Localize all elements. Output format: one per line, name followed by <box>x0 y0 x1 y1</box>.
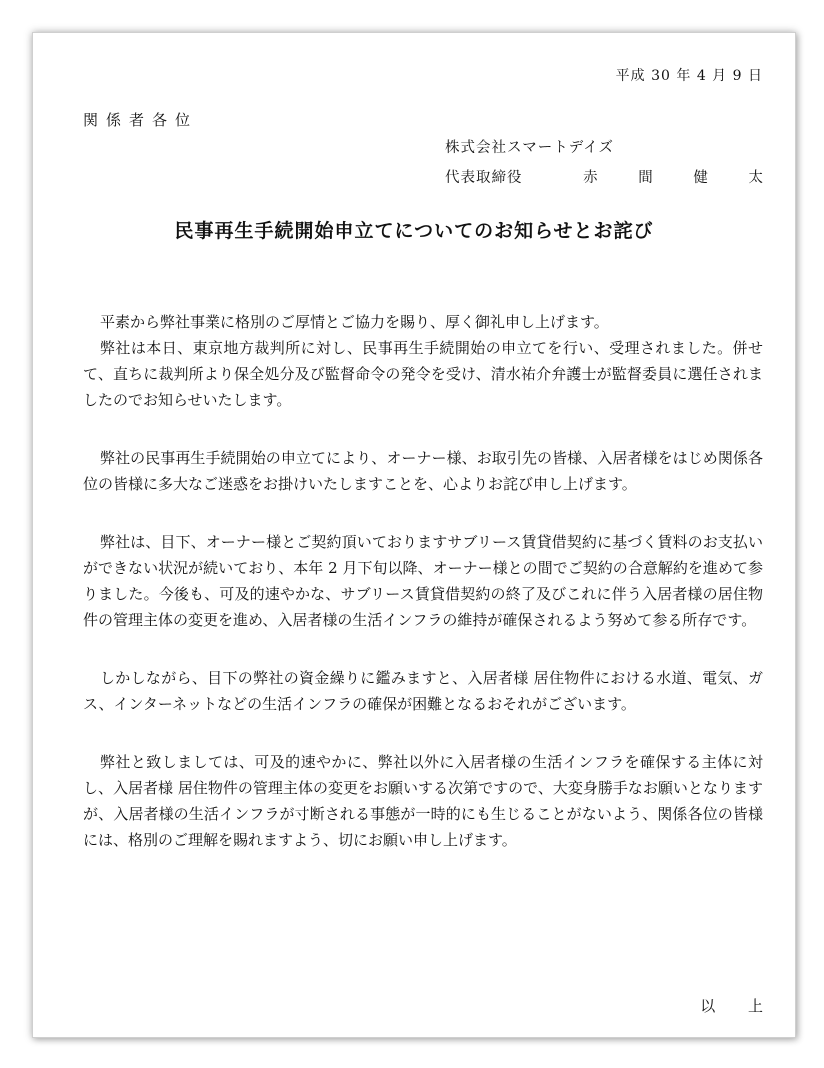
document-date: 平成 30 年 4 月 9 日 <box>615 68 763 84</box>
sender-name: 赤 間 健 太 <box>583 170 781 186</box>
addressee: 関係者各位 <box>83 111 199 129</box>
closing-remark: 以 上 <box>700 997 777 1015</box>
sender-title: 代表取締役 <box>445 170 523 186</box>
paragraph-filing: 弊社は本日、東京地方裁判所に対し、民事再生手続開始の申立てを行い、受理されました。併せて、直ちに裁判所より保全処分及び監督命令の発令を受け、清水祐介弁護士が監督委員に選任されましたのでお知らせいたします。 <box>83 339 763 409</box>
paragraph-infrastructure-risk: しかしながら、目下の弊社の資金繰りに鑑みますと、入居者様 居住物件における水道、電気、ガス、インターネットなどの生活インフラの確保が困難となるおそれがございます。 <box>83 669 763 713</box>
paragraph-greeting: 平素から弊社事業に格別のご厚情とご協力を賜り、厚く御礼申し上げます。 <box>100 313 609 331</box>
document-title: 民事再生手続開始申立てについてのお知らせとお詫び <box>174 220 654 242</box>
paragraph-request: 弊社と致しましては、可及的速やかに、弊社以外に入居者様の生活インフラを確保する主体に対し、入居者様 居住物件の管理主体の変更をお願いする次第ですので、大変身勝手なお願いとなりますが、入居者様の生活インフラが寸断される事態が一時的にも生じることがないよう、関係各位の皆様には、格別のご理解を賜れますよう、切にお願い申し上げます。 <box>83 753 763 849</box>
document-body <box>83 309 763 885</box>
paragraph-sublease: 弊社は、目下、オーナー様とご契約頂いておりますサブリース賃貸借契約に基づく賃料のお支払いができない状況が続いており、本年 2 月下旬以降、オーナー様との間でご契約の合意解約を進めて参りました。今後も、可及的速やかな、サブリース賃貸借契約の終了及びこれに伴う入居者様の居住物件の管理主体の変更を進め、入居者様の生活インフラの維持が確保されるよう努めて参る所存です。 <box>83 533 763 629</box>
paragraph-apology: 弊社の民事再生手続開始の申立てにより、オーナー様、お取引先の皆様、入居者様をはじめ関係各位の皆様に多大なご迷惑をお掛けいたしますことを、心よりお詫び申し上げます。 <box>83 449 763 493</box>
document-page <box>32 32 796 1038</box>
sender-company: 株式会社スマートデイズ <box>445 140 615 156</box>
